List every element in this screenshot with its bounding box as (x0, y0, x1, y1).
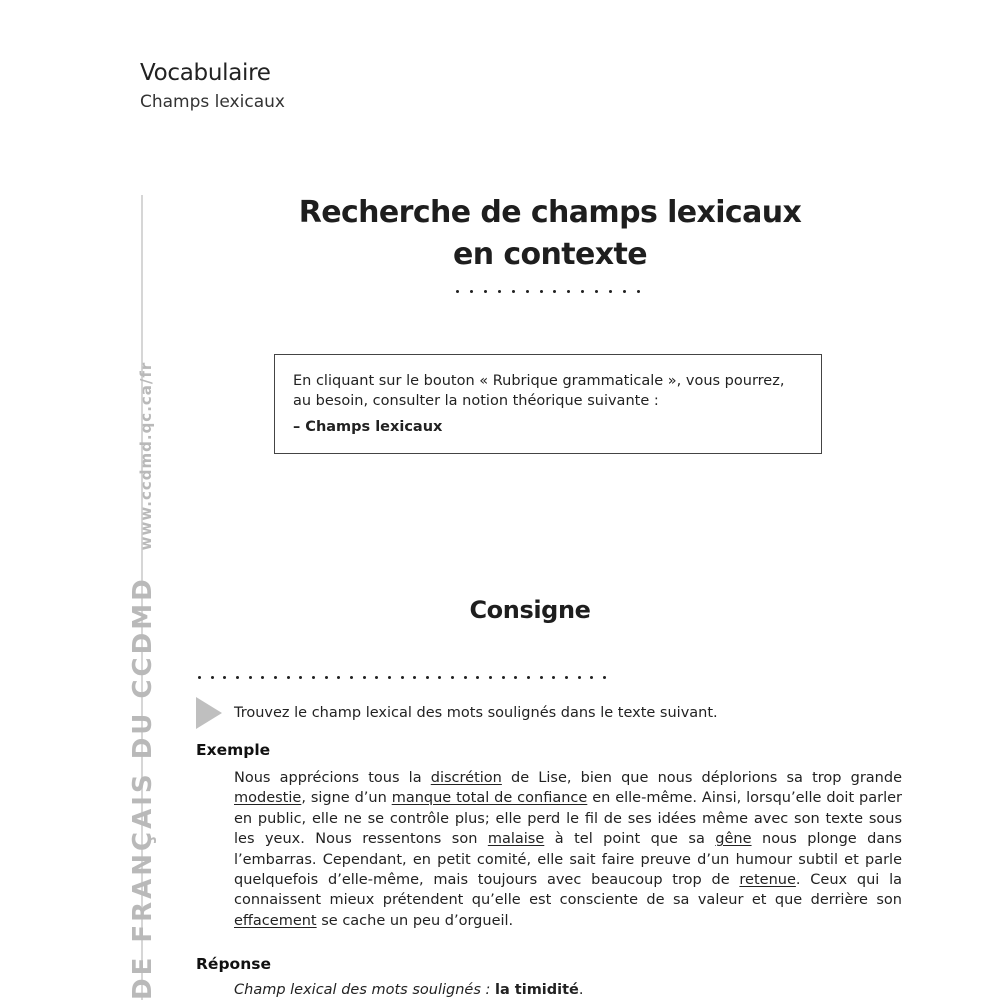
page-title (270, 192, 830, 276)
dot (637, 290, 640, 293)
dot (363, 676, 366, 679)
underlined-word: manque total de confiance (391, 790, 588, 807)
underlined-word: gêne (715, 831, 752, 848)
dot (426, 676, 429, 679)
dot (388, 676, 391, 679)
dot (489, 676, 492, 679)
dot (325, 676, 328, 679)
side-brand-text: DE FRANÇAIS DU CCDMD (128, 576, 158, 1000)
underlined-word: malaise (487, 831, 545, 848)
dot (299, 676, 302, 679)
dot (223, 676, 226, 679)
play-triangle-icon (196, 697, 222, 729)
example-text-segment: . Ceux qui la connaissent mieux prétendent qu’elle est consciente de sa valeur et que derrière son (234, 872, 903, 909)
dot (451, 676, 454, 679)
dot (603, 676, 606, 679)
dot (375, 676, 378, 679)
dot (274, 676, 277, 679)
underlined-word: effacement (234, 912, 317, 929)
dot (553, 290, 556, 293)
dot (350, 676, 353, 679)
dot (526, 290, 529, 293)
page-title-line1: Recherche de champs lexicaux (298, 195, 802, 230)
dot (198, 676, 201, 679)
dot (567, 290, 570, 293)
header-subtitle: Champs lexicaux (140, 92, 285, 112)
note-box (274, 354, 822, 454)
dot (438, 676, 441, 679)
note-text-line1: En cliquant sur le bouton « Rubrique grammaticale », vous pourrez, (293, 373, 785, 389)
note-text-line2: au besoin, consulter la notion théorique suivante : (293, 393, 659, 409)
dot (337, 676, 340, 679)
underlined-word: discrétion (430, 770, 502, 786)
dot (261, 676, 264, 679)
dot (464, 676, 467, 679)
consigne-dotted-rule (198, 676, 606, 679)
example-text-segment: Nous apprécions tous la (234, 770, 431, 786)
dot (552, 676, 555, 679)
dot (498, 290, 501, 293)
dot (514, 676, 517, 679)
dot (540, 676, 543, 679)
dot (595, 290, 598, 293)
side-url-text: www.ccdmd.qc.ca/fr (137, 361, 155, 551)
dot (578, 676, 581, 679)
response-suffix: . (578, 982, 584, 998)
dot (484, 290, 487, 293)
dot (512, 290, 515, 293)
header-title: Vocabulaire (140, 60, 271, 86)
dot (211, 676, 214, 679)
response-paragraph (234, 982, 584, 998)
response-answer: la timidité (494, 982, 579, 998)
dot (236, 676, 239, 679)
side-watermark (128, 362, 158, 1000)
instruction (196, 697, 718, 729)
underlined-word: modestie (234, 790, 302, 807)
dot (456, 290, 459, 293)
consigne-title: Consigne (469, 596, 591, 624)
note-item: – Champs lexicaux (293, 419, 443, 435)
dot (565, 676, 568, 679)
example-paragraph (234, 768, 902, 931)
response-prefix: Champ lexical des mots soulignés : (234, 982, 491, 998)
example-text-segment: à tel point que sa (544, 831, 716, 848)
example-text-segment: , signe d’un (301, 790, 392, 807)
dot (470, 290, 473, 293)
page-title-line2: en contexte (452, 237, 648, 272)
example-text-segment: de Lise, bien que nous déplorions sa trop grande (501, 770, 903, 786)
underlined-word: retenue (739, 872, 796, 889)
title-dotted-rule (456, 290, 640, 293)
response-label: Réponse (196, 955, 271, 973)
dot (287, 676, 290, 679)
dot (540, 290, 543, 293)
dot (476, 676, 479, 679)
example-text-segment: se cache un peu d’orgueil. (316, 912, 514, 929)
dot (581, 290, 584, 293)
dot (623, 290, 626, 293)
dot (502, 676, 505, 679)
dot (249, 676, 252, 679)
dot (609, 290, 612, 293)
dot (527, 676, 530, 679)
example-text-segment: en elle-même. Ainsi, lorsqu’elle doit parler en public, elle ne se contrôle plus; elle perd le fil de ses idées même avec son texte sous les yeux. Nous ressentons son (234, 790, 903, 848)
example-text-segment: nous plonge dans l’embarras. Cependant, en petit comité, elle sait faire preuve d’un humour subtil et parle quelquefois d’elle-même, mais toujours avec beaucoup trop de (234, 831, 902, 889)
instruction-text: Trouvez le champ lexical des mots soulignés dans le texte suivant. (234, 705, 718, 721)
dot (413, 676, 416, 679)
example-label: Exemple (196, 741, 271, 759)
dot (312, 676, 315, 679)
dot (590, 676, 593, 679)
dot (401, 676, 404, 679)
